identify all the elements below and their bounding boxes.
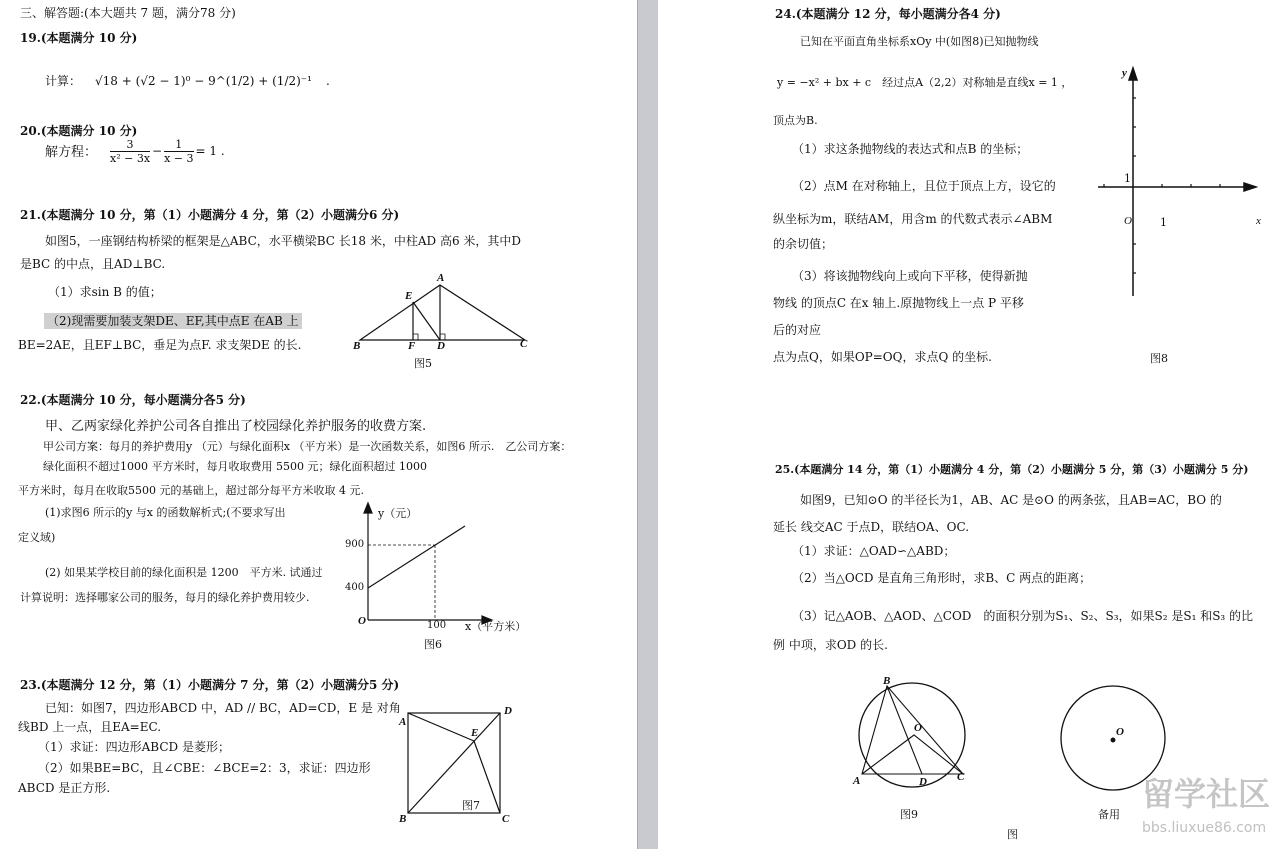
- q22-header: 22.(本题满分 10 分，每小题满分各5 分): [20, 393, 246, 407]
- frac1-num: 3: [110, 138, 150, 152]
- q22-p2: 甲公司方案：每月的养护费用y （元）与绿化面积x （平方米）是一次函数关系，如图6 所示. 乙公司方案：: [43, 440, 572, 453]
- fig8-x-label: x: [1256, 215, 1261, 227]
- fig6-tick-400: 400: [345, 582, 365, 593]
- circle-o: [859, 683, 965, 787]
- figure-6: [364, 503, 492, 624]
- section-title: 三、解答题:(本大题共 7 题，满分78 分): [20, 6, 236, 20]
- figure-5: [360, 285, 525, 340]
- q25-s2: （2）当△OCD 是直角三角形时，求B、C 两点的距离；: [792, 571, 1092, 585]
- fig7-label-e: E: [471, 727, 479, 739]
- fig6-tick-900: 900: [345, 539, 365, 550]
- y-axis-arrow: [364, 503, 372, 513]
- watermark-logo: 留学社区: [1142, 775, 1271, 813]
- q23-s1: （1）求证：四边形ABCD 是菱形；: [38, 740, 230, 754]
- fig6-tick-100: 100: [427, 620, 447, 631]
- q21-p1: 如图5，一座钢结构桥梁的框架是△ABC，水平横梁BC 长18 米，中柱AD 高6 米，其中D: [45, 234, 522, 248]
- segments-oa-oc: [862, 735, 963, 774]
- fig8-origin: O: [1124, 215, 1132, 227]
- q22-s1a: (1)求图6 所示的y 与x 的函数解析式;(不要求写出: [45, 506, 286, 519]
- q21-s2b: BE=2AE，且EF⊥BC，垂足为点F. 求支架DE 的长.: [18, 338, 302, 352]
- frac1-den: x² − 3x: [110, 152, 151, 165]
- q24-p2: y = −x² + bx + c 经过点A（2,2）对称轴是直线x = 1 ，: [777, 76, 1073, 89]
- q24-s3d: 点为点Q，如果OP=OQ，求点Q 的坐标.: [773, 350, 992, 364]
- spare-label-o: O: [1116, 726, 1124, 738]
- q25-p1: 如图9，已知⊙O 的半径长为1，AB、AC 是⊙O 的两条弦，且AB=AC，BO 的: [800, 493, 1222, 507]
- fig5-label-f: F: [408, 340, 416, 352]
- q21-header: 21.(本题满分 10 分，第（1）小题满分 4 分，第（2）小题满分6 分): [20, 208, 400, 222]
- fig5-caption: 图5: [414, 357, 432, 370]
- fig5-label-c: C: [520, 338, 528, 350]
- rhs: = 1 .: [195, 144, 225, 158]
- q22-p4: 平方米时，每月在收取5500 元的基础上，超过部分每平方米收取 4 元.: [18, 484, 364, 497]
- q24-s3c: 后的对应: [773, 323, 822, 337]
- q21-p2: 是BC 的中点，且AD⊥BC.: [20, 257, 166, 271]
- q22-p3: 绿化面积不超过1000 平方米时，每月收取费用 5500 元；绿化面积超过 1000: [43, 460, 427, 473]
- cost-line: [368, 526, 465, 588]
- spare-caption: 备用: [1098, 808, 1120, 821]
- q19-end: .: [325, 74, 330, 88]
- q23-s2b: ABCD 是正方形.: [18, 781, 111, 795]
- watermark-url: bbs.liuxue86.com: [1142, 820, 1267, 836]
- q22-p1: 甲、乙两家绿化养护公司各自推出了校园绿化养护服务的收费方案.: [45, 419, 427, 434]
- q20-label: 解方程：: [45, 145, 98, 160]
- axis-ticks: [1104, 98, 1220, 273]
- fig9-label-c: C: [957, 771, 965, 783]
- fig5-label-a: A: [437, 272, 445, 284]
- triangle-abc: [862, 686, 963, 774]
- fig9-label-a: A: [853, 775, 861, 787]
- fig8-one-y: 1: [1124, 172, 1131, 185]
- fig9-caption: 图9: [900, 808, 918, 821]
- figure-7: [408, 713, 500, 813]
- segment-ae: [408, 713, 474, 741]
- fig6-caption: 图6: [424, 638, 442, 651]
- frac2-num: 1: [164, 138, 193, 152]
- q24-s3a: （3）将该抛物线向上或向下平移，使得新抛: [792, 269, 1028, 283]
- y-axis-arrow: [1129, 68, 1137, 80]
- q20-header: 20.(本题满分 10 分): [20, 124, 138, 138]
- q25-s1: （1）求证：△OAD∽△ABD；: [792, 544, 956, 558]
- fig8-caption: 图8: [1150, 352, 1168, 365]
- q24-s2c: 的余切值；: [773, 237, 834, 251]
- fig6-origin: O: [358, 615, 366, 627]
- q25-s3b: 例 中项，求OD 的长.: [773, 638, 888, 652]
- figure-8: [1098, 68, 1256, 296]
- x-axis-arrow: [1244, 183, 1256, 191]
- fig7-label-d: D: [504, 705, 512, 717]
- fig5-label-b: B: [353, 340, 361, 352]
- q25-header: 25.(本题满分 14 分，第（1）小题满分 4 分，第（2）小题满分 5 分，第（3）小题满分 5 分): [775, 463, 1249, 476]
- fig9-label-d: D: [919, 776, 927, 788]
- fig5-label-e: E: [405, 290, 413, 302]
- q24-s3b: 物线 的顶点C 在x 轴上.原抛物线上一点 P 平移: [773, 296, 1024, 310]
- q23-header: 23.(本题满分 12 分，第（1）小题满分 7 分，第（2）小题满分5 分): [20, 678, 400, 692]
- fig7-caption: 图7: [462, 799, 480, 812]
- fig8-one-x: 1: [1160, 216, 1167, 229]
- q22-s2a: (2) 如果某学校目前的绿化面积是 1200 平方米. 试通过: [45, 566, 323, 579]
- q24-p1: 已知在平面直角坐标系xOy 中(如图8)已知抛物线: [800, 35, 1039, 48]
- minus: −: [152, 144, 163, 158]
- triangle-abc: [360, 285, 525, 340]
- figure-9: [859, 683, 965, 787]
- q24-p3: 顶点为B.: [773, 114, 818, 127]
- q24-s1: （1）求这条抛物线的表达式和点B 的坐标；: [792, 142, 1029, 156]
- q21-s1: （1）求sin B 的值；: [48, 285, 162, 299]
- q21-s2a-highlighted: （2)现需要加装支架DE、EF,其中点E 在AB 上: [44, 313, 302, 329]
- q24-header: 24.(本题满分 12 分，每小题满分各4 分): [775, 7, 1001, 21]
- fig7-label-a: A: [399, 716, 407, 728]
- fig7-label-c: C: [502, 813, 510, 825]
- spare-caption-2: 图: [1007, 828, 1018, 841]
- q24-s2a: （2）点M 在对称轴上，且位于顶点上方，设它的: [792, 179, 1056, 193]
- q22-s2b: 计算说明：选择哪家公司的服务，每月的绿化养护费用较少.: [20, 591, 310, 604]
- q22-s1b: 定义域): [18, 531, 56, 544]
- diagonal-bd: [408, 713, 500, 813]
- q25-s3a: （3）记△AOB、△AOD、△COD 的面积分别为S₁、S₂、S₃，如果S₂ 是S₁ 和S₃ 的比: [792, 609, 1254, 623]
- frac2-den: x − 3: [164, 152, 194, 165]
- q23-p2: 线BD 上一点，且EA=EC.: [18, 720, 162, 734]
- fig8-y-label: y: [1122, 67, 1127, 79]
- center-dot: [1111, 738, 1115, 742]
- q25-p2: 延长 线交AC 于点D，联结OA、OC.: [773, 520, 970, 534]
- fig5-label-d: D: [437, 340, 445, 352]
- q19-label: 计算：: [45, 74, 82, 88]
- q19-formula: √18 + (√2 − 1)⁰ − 9^(1/2) + (1/2)⁻¹: [95, 74, 312, 88]
- q24-s2b: 纵坐标为m，联结AM，用含m 的代数式表示∠ABM: [773, 212, 1053, 226]
- fig6-ylabel: y（元）: [378, 507, 418, 520]
- q19-header: 19.(本题满分 10 分): [20, 31, 138, 45]
- q23-p1: 已知：如图7，四边形ABCD 中，AD // BC，AD=CD，E 是 对角: [45, 701, 401, 715]
- fig6-xlabel: x（平方米）: [465, 620, 527, 633]
- q23-s2a: （2）如果BE=BC，且∠CBE：∠BCE=2：3，求证：四边形: [38, 761, 371, 775]
- fig9-label-b: B: [883, 675, 891, 687]
- fig9-label-o: O: [914, 722, 922, 734]
- fig7-label-b: B: [399, 813, 407, 825]
